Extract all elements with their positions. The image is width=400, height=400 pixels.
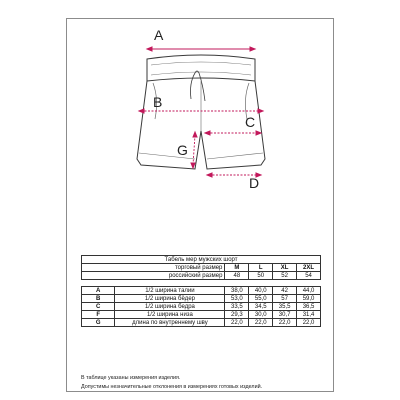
trade-size-2xl: 2XL — [297, 264, 321, 272]
measure-g-label: G — [177, 142, 188, 158]
row-code: A — [82, 287, 115, 295]
row-value: 42 — [273, 287, 297, 295]
row-name: 1/2 ширина бедра — [115, 303, 225, 311]
row-code: C — [82, 303, 115, 311]
measure-a-line — [147, 47, 255, 51]
russian-size-48: 48 — [225, 272, 249, 280]
row-value: 57 — [273, 295, 297, 303]
shorts-drawing — [67, 19, 335, 234]
row-value: 33,5 — [225, 303, 249, 311]
table-row — [82, 287, 321, 295]
note-line: В таблице указаны измерения изделия. — [81, 375, 181, 381]
row-value: 55,0 — [249, 295, 273, 303]
row-value: 44,0 — [297, 287, 321, 295]
table-row — [82, 311, 321, 319]
row-value: 29,3 — [225, 311, 249, 319]
note-line: Допустимы незначительные отклонения в измерениях готовых изделий. — [81, 384, 263, 390]
row-code: G — [82, 319, 115, 327]
table-row — [82, 319, 321, 327]
row-value: 36,5 — [297, 303, 321, 311]
row-value: 59,0 — [297, 295, 321, 303]
row-value: 40,0 — [249, 287, 273, 295]
shorts-waistband — [147, 55, 255, 81]
row-value: 34,5 — [249, 303, 273, 311]
measure-c-label: C — [245, 114, 256, 130]
row-value: 30,0 — [249, 311, 273, 319]
trade-size-l: L — [249, 264, 273, 272]
russian-size-54: 54 — [297, 272, 321, 280]
row-name: 1/2 ширина низа — [115, 311, 225, 319]
table-row — [82, 303, 321, 311]
row-code: F — [82, 311, 115, 319]
row-value: 22,0 — [273, 319, 297, 327]
trade-size-xl: XL — [273, 264, 297, 272]
measure-a-label: A — [154, 27, 164, 43]
russian-size-52: 52 — [273, 272, 297, 280]
size-table — [81, 255, 321, 327]
table-notes — [81, 374, 331, 392]
row-value: 35,5 — [273, 303, 297, 311]
measure-b-label: B — [153, 94, 163, 110]
russian-size-50: 50 — [249, 272, 273, 280]
row-value: 22,0 — [297, 319, 321, 327]
row-value: 30,7 — [273, 311, 297, 319]
table-row — [82, 295, 321, 303]
row-value: 22,0 — [225, 319, 249, 327]
row-name: длина по внутреннему шву — [115, 319, 225, 327]
drawstring — [191, 71, 206, 101]
table-title: Табель мер мужских шорт — [82, 256, 321, 264]
row-value: 31,4 — [297, 311, 321, 319]
row-value: 22,0 — [249, 319, 273, 327]
trade-size-m: M — [225, 264, 249, 272]
row-code: B — [82, 295, 115, 303]
shorts-diagram — [67, 19, 335, 234]
row-value: 53,0 — [225, 295, 249, 303]
measure-d-label: D — [249, 175, 260, 191]
measure-c-line — [205, 131, 261, 135]
row-name: 1/2 ширина бёдер — [115, 295, 225, 303]
trade-size-label: торговый размер — [82, 264, 225, 272]
row-name: 1/2 ширина талии — [115, 287, 225, 295]
size-chart-card — [66, 18, 334, 392]
row-value: 38,0 — [225, 287, 249, 295]
russian-size-label: российский размер — [82, 272, 225, 280]
